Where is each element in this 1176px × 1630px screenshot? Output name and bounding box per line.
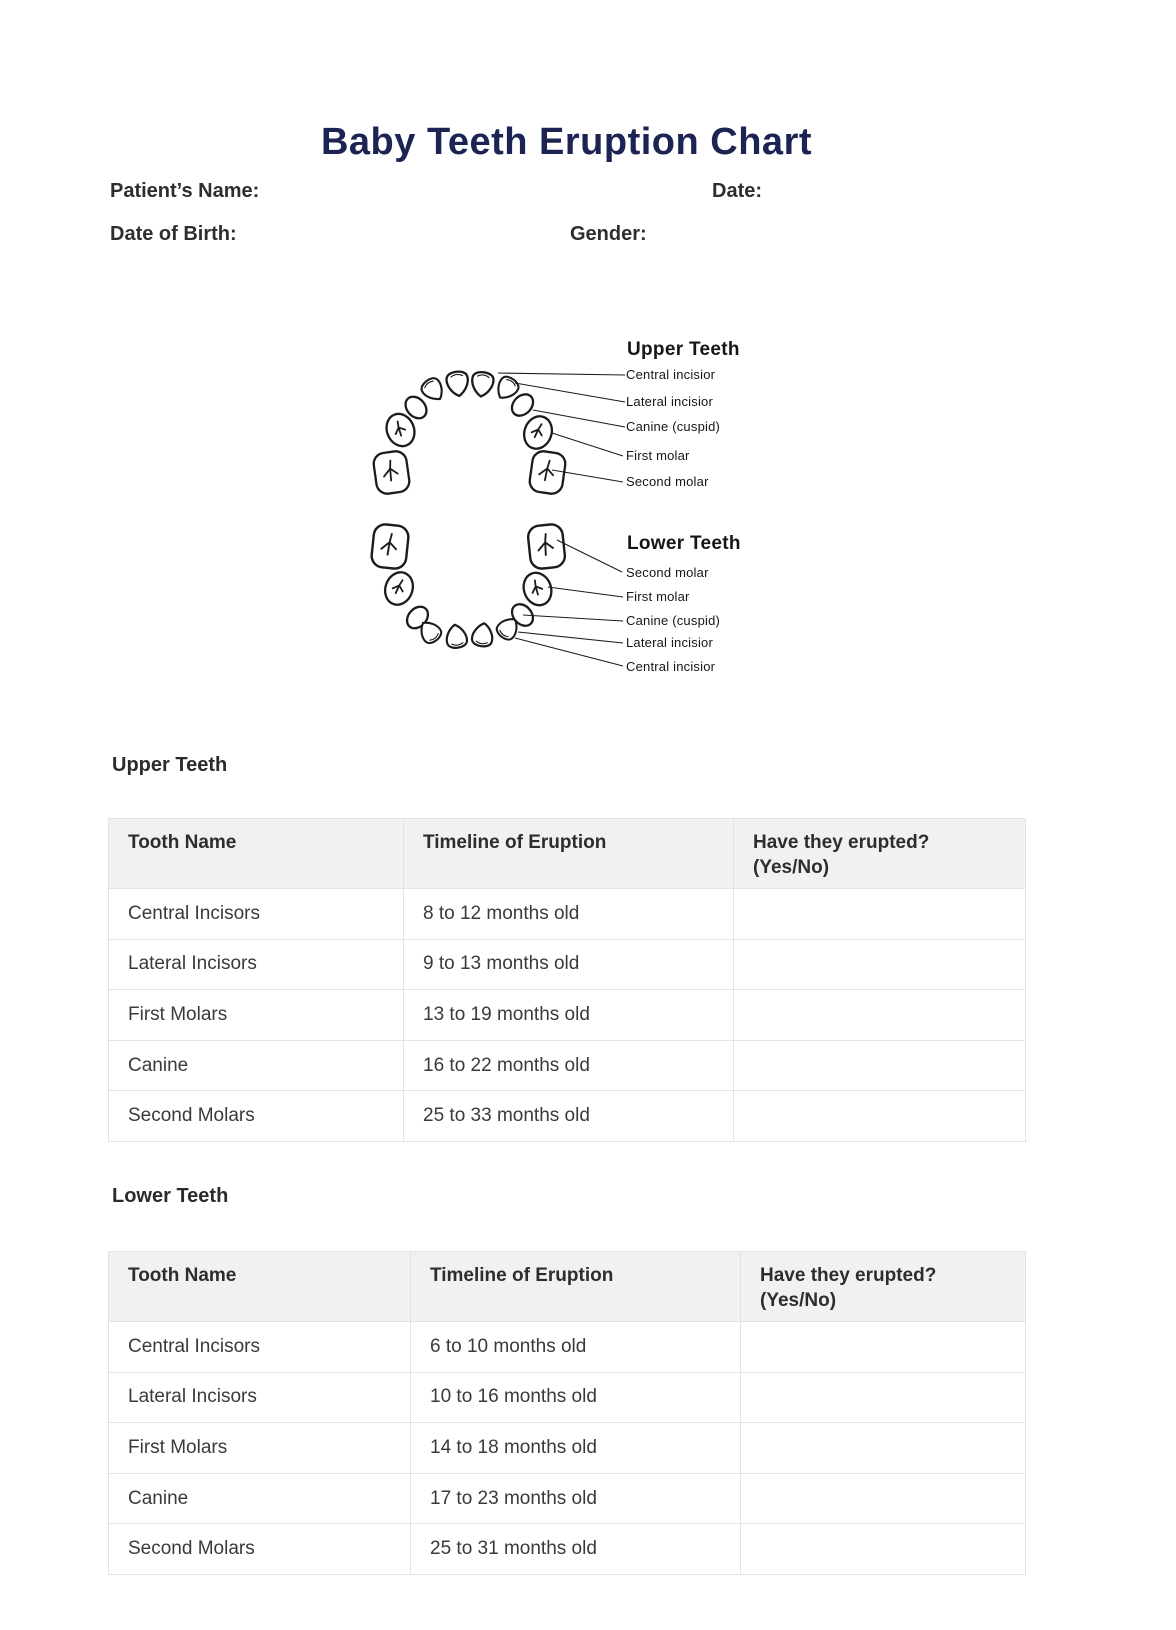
upper-teeth-table bbox=[108, 818, 1026, 1142]
table-row bbox=[109, 990, 1026, 1041]
lower-table-header-row bbox=[109, 1252, 1026, 1322]
erupted-fill-in-cell[interactable] bbox=[741, 1322, 1026, 1373]
lower-teeth-section-heading: Lower Teeth bbox=[112, 1185, 229, 1207]
tooth-name-cell: Second Molars bbox=[109, 1091, 404, 1142]
lower-teeth-arch bbox=[371, 523, 566, 649]
upper-right-first-molar-tooth bbox=[520, 412, 557, 452]
tooth-name-cell: Canine bbox=[109, 1040, 404, 1091]
diagram-label-upper-lateral-incisor: Lateral incisior bbox=[626, 394, 714, 409]
timeline-cell: 14 to 18 months old bbox=[411, 1423, 741, 1474]
timeline-cell: 8 to 12 months old bbox=[404, 889, 734, 940]
tooth-name-cell: First Molars bbox=[109, 1423, 411, 1474]
erupted-fill-in-cell[interactable] bbox=[734, 1091, 1026, 1142]
erupted-fill-in-cell[interactable] bbox=[741, 1423, 1026, 1474]
tooth-name-cell: Central Incisors bbox=[109, 889, 404, 940]
timeline-cell: 25 to 31 months old bbox=[411, 1524, 741, 1575]
timeline-cell: 6 to 10 months old bbox=[411, 1322, 741, 1373]
table-row bbox=[109, 889, 1026, 940]
leader-line-lower-first-molar bbox=[548, 587, 623, 597]
diagram-label-lower-first-molar: First molar bbox=[626, 589, 690, 604]
upper-right-central-incisor-tooth bbox=[470, 371, 494, 398]
patient-name-label: Patient’s Name: bbox=[110, 180, 260, 202]
lower-left-central-incisor-tooth bbox=[445, 623, 468, 649]
erupted-fill-in-cell[interactable] bbox=[741, 1524, 1026, 1575]
diagram-label-lower-central-incisor: Central incisior bbox=[626, 659, 716, 674]
upper-col-header-tooth-name: Tooth Name bbox=[109, 819, 404, 889]
tooth-name-cell: Lateral Incisors bbox=[109, 1372, 411, 1423]
erupted-fill-in-cell[interactable] bbox=[734, 990, 1026, 1041]
diagram-label-lower-second-molar: Second molar bbox=[626, 565, 709, 580]
upper-left-central-incisor-tooth bbox=[446, 370, 470, 397]
page-title: Baby Teeth Eruption Chart bbox=[320, 121, 813, 164]
tooth-name-cell: Second Molars bbox=[109, 1524, 411, 1575]
leader-line-lower-second-molar bbox=[557, 540, 622, 572]
upper-left-second-molar-tooth bbox=[372, 450, 410, 495]
lower-right-second-molar-tooth bbox=[527, 523, 566, 569]
lower-left-second-molar-tooth bbox=[371, 523, 410, 569]
table-row bbox=[109, 939, 1026, 990]
lower-left-first-molar-tooth bbox=[381, 568, 418, 608]
diagram-upper-teeth-heading: Upper Teeth bbox=[627, 339, 740, 360]
diagram-lower-teeth-heading: Lower Teeth bbox=[627, 533, 741, 554]
lower-right-first-molar-tooth bbox=[519, 569, 556, 609]
tooth-name-cell: Canine bbox=[109, 1473, 411, 1524]
lower-col-header-erupted-line2: (Yes/No) bbox=[760, 1290, 837, 1311]
tooth-name-cell: Lateral Incisors bbox=[109, 939, 404, 990]
erupted-fill-in-cell[interactable] bbox=[734, 939, 1026, 990]
timeline-cell: 16 to 22 months old bbox=[404, 1040, 734, 1091]
lower-col-header-timeline: Timeline of Eruption bbox=[411, 1252, 741, 1322]
upper-col-header-timeline: Timeline of Eruption bbox=[404, 819, 734, 889]
lower-teeth-table bbox=[108, 1251, 1026, 1575]
diagram-label-lower-lateral-incisor: Lateral incisior bbox=[626, 635, 714, 650]
table-row bbox=[109, 1322, 1026, 1373]
timeline-cell: 17 to 23 months old bbox=[411, 1473, 741, 1524]
upper-right-second-molar-tooth bbox=[528, 450, 566, 495]
upper-col-header-erupted bbox=[734, 819, 1026, 889]
leader-line-lower-central-incisor bbox=[515, 638, 623, 666]
table-row bbox=[109, 1372, 1026, 1423]
diagram-label-upper-canine: Canine (cuspid) bbox=[626, 419, 721, 434]
leader-line-lower-lateral-incisor bbox=[518, 632, 623, 643]
upper-col-header-erupted-line1: Have they erupted? bbox=[753, 832, 930, 853]
table-row bbox=[109, 1423, 1026, 1474]
lower-col-header-tooth-name: Tooth Name bbox=[109, 1252, 411, 1322]
lower-right-central-incisor-tooth bbox=[471, 622, 494, 648]
diagram-label-lower-canine: Canine (cuspid) bbox=[626, 613, 721, 628]
erupted-fill-in-cell[interactable] bbox=[741, 1372, 1026, 1423]
lower-col-header-erupted-line1: Have they erupted? bbox=[760, 1265, 937, 1286]
table-row bbox=[109, 1524, 1026, 1575]
leader-line-upper-first-molar bbox=[552, 433, 623, 456]
diagram-label-upper-central-incisor: Central incisior bbox=[626, 367, 716, 382]
table-row bbox=[109, 1473, 1026, 1524]
diagram-label-upper-first-molar: First molar bbox=[626, 448, 690, 463]
date-of-birth-label: Date of Birth: bbox=[110, 223, 237, 245]
table-row bbox=[109, 1091, 1026, 1142]
erupted-fill-in-cell[interactable] bbox=[734, 1040, 1026, 1091]
timeline-cell: 9 to 13 months old bbox=[404, 939, 734, 990]
diagram-label-upper-second-molar: Second molar bbox=[626, 474, 709, 489]
tooth-name-cell: Central Incisors bbox=[109, 1322, 411, 1373]
timeline-cell: 10 to 16 months old bbox=[411, 1372, 741, 1423]
timeline-cell: 13 to 19 months old bbox=[404, 990, 734, 1041]
timeline-cell: 25 to 33 months old bbox=[404, 1091, 734, 1142]
erupted-fill-in-cell[interactable] bbox=[734, 889, 1026, 940]
leader-line-upper-central-incisor bbox=[498, 373, 625, 375]
lower-col-header-erupted bbox=[741, 1252, 1026, 1322]
table-row bbox=[109, 1040, 1026, 1091]
erupted-fill-in-cell[interactable] bbox=[741, 1473, 1026, 1524]
upper-col-header-erupted-line2: (Yes/No) bbox=[753, 857, 830, 878]
upper-teeth-arch bbox=[372, 370, 566, 495]
upper-table-header-row bbox=[109, 819, 1026, 889]
gender-label: Gender: bbox=[570, 223, 647, 245]
date-label: Date: bbox=[712, 180, 763, 202]
tooth-name-cell: First Molars bbox=[109, 990, 404, 1041]
upper-teeth-section-heading: Upper Teeth bbox=[112, 754, 228, 776]
leader-line-lower-canine bbox=[523, 615, 623, 621]
teeth-diagram bbox=[330, 310, 760, 680]
